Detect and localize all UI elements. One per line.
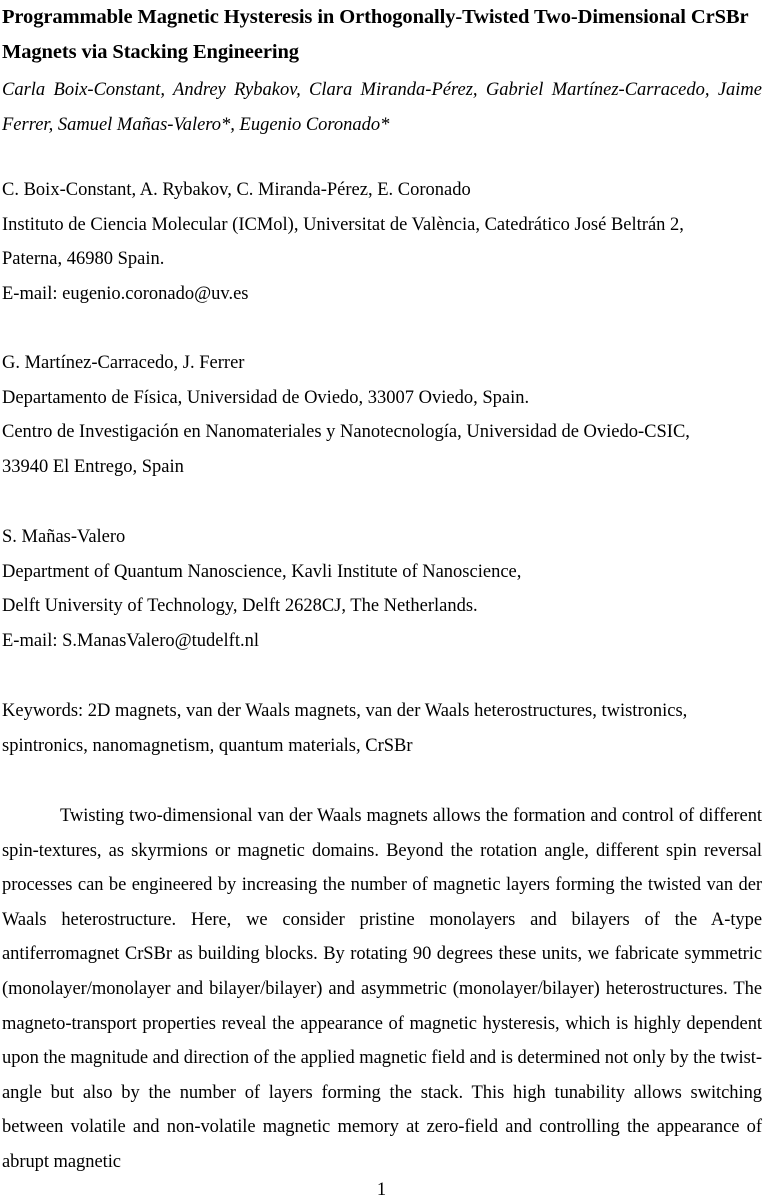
affiliation-line: Paterna, 46980 Spain. (2, 249, 165, 269)
affiliation-line: 33940 El Entrego, Spain (2, 456, 184, 477)
keywords-line: spintronics, nanomagnetism, quantum materials, CrSBr (2, 735, 413, 756)
affiliation-names: C. Boix-Constant, A. Rybakov, C. Miranda-Pérez, E. Coronado (2, 180, 471, 200)
keywords-block (2, 694, 762, 763)
affiliation-block-2 (2, 346, 762, 484)
affiliation-block-1 (2, 173, 762, 311)
page-number: 1 (376, 1180, 387, 1200)
affiliation-line: Delft University of Technology, Delft 2628CJ, The Netherlands. (2, 596, 478, 616)
affiliation-names: S. Mañas-Valero (2, 527, 126, 547)
author-list: Carla Boix-Constant, Andrey Rybakov, Clara Miranda-Pérez, Gabriel Martínez-Carracedo, Jaime Ferrer, Samuel Mañas-Valero*, Eugenio Coronado* (2, 80, 762, 135)
affiliation-email: E-mail: S.ManasValero@tudelft.nl (2, 630, 259, 651)
affiliation-line: Instituto de Ciencia Molecular (ICMol), Universitat de València, Catedrático José Beltrán 2, (2, 214, 684, 235)
affiliation-names: G. Martínez-Carracedo, J. Ferrer (2, 353, 245, 373)
keywords-line: Keywords: 2D magnets, van der Waals magnets, van der Waals heterostructures, twistronics, (2, 701, 688, 721)
affiliation-line: Department of Quantum Nanoscience, Kavli Institute of Nanoscience, (2, 561, 522, 582)
affiliation-email: E-mail: eugenio.coronado@uv.es (2, 283, 249, 304)
paper-title: Programmable Magnetic Hysteresis in Orthogonally-Twisted Two-Dimensional CrSBr Magnets via Stacking Engineering (2, 6, 749, 63)
abstract-paragraph: Twisting two-dimensional van der Waals magnets allows the formation and control of different spin-textures, as skyrmions or magnetic domains. Beyond the rotation angle, different spin reversal processes can be engineered by increasing the number of magnetic layers forming the twisted van der Waals heterostructure. Here, we consider pristine monolayers and bilayers of the A-type antiferromagnet CrSBr as building blocks. By rotating 90 degrees these units, we fabricate symmetric (monolayer/monolayer and bilayer/bilayer) and asymmetric (monolayer/bilayer) heterostructures. The magneto-transport properties reveal the appearance of magnetic hysteresis, which is highly dependent upon the magnitude and direction of the applied magnetic field and is determined not only by the twist-angle but also by the number of layers forming the stack. This high tunability allows switching between volatile and non-volatile magnetic memory at zero-field and controlling the appearance of abrupt magnetic (2, 806, 762, 1172)
affiliation-line: Centro de Investigación en Nanomateriales y Nanotecnología, Universidad de Oviedo-CSIC, (2, 422, 690, 442)
affiliation-line: Departamento de Física, Universidad de Oviedo, 33007 Oviedo, Spain. (2, 387, 530, 408)
affiliation-block-3 (2, 520, 762, 658)
